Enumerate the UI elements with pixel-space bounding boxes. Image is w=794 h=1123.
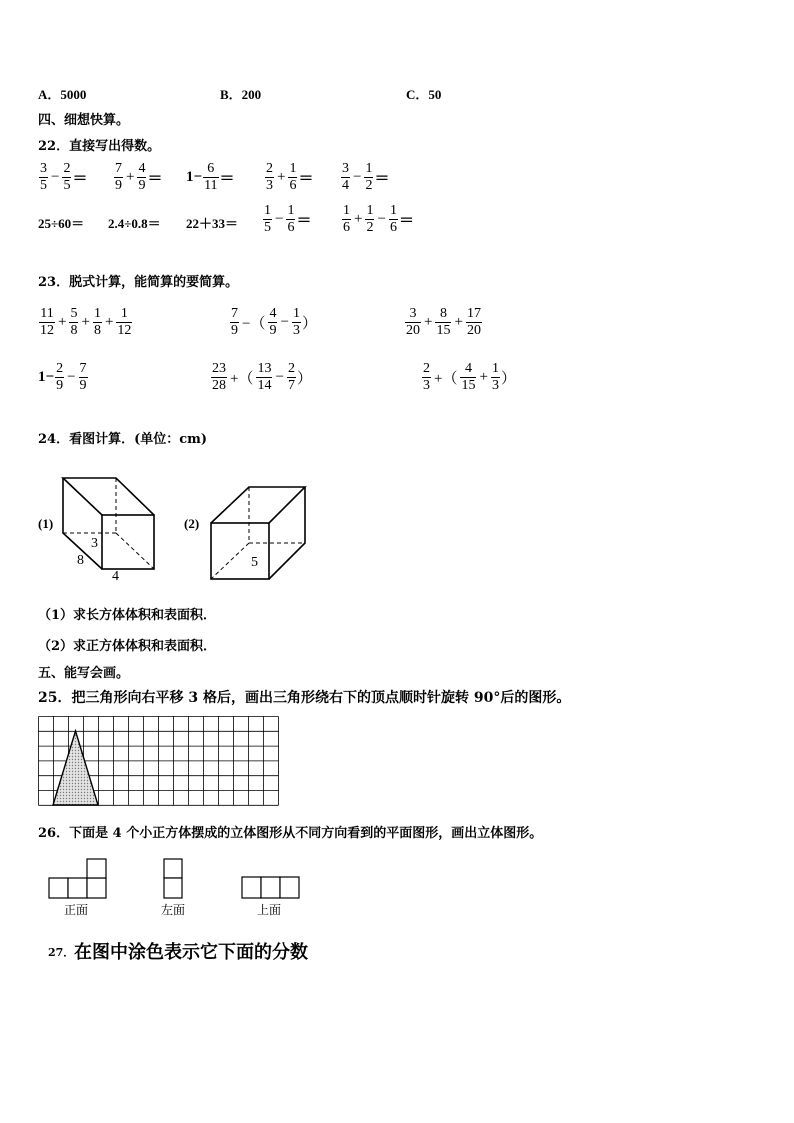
top-view-shape xyxy=(241,876,303,900)
cube-figure xyxy=(206,482,312,584)
q24-title: 24．看图计算．(单位：cm) xyxy=(38,432,208,447)
q27-title: 在图中涂色表示它下面的分数 xyxy=(74,942,308,963)
q22-expr-6: 25÷60＝ xyxy=(38,216,85,231)
option-b: B．200 xyxy=(220,87,262,102)
q25-triangle xyxy=(53,731,98,805)
q23-expr-1: $\frac{11}{12}$ + $\frac{5}{8}$ + $\frac{1}{8}$ + $\frac{1}{12}$ xyxy=(40,306,132,338)
q23-expr-3: $\frac{3}{20}$ + $\frac{8}{15}$ + $\frac{17}{20}$ xyxy=(406,306,481,338)
q24-sub1: （1）求长方体体积和表面积． xyxy=(38,608,217,623)
top-view-label: 上面 xyxy=(257,903,282,917)
q27-number: 27． xyxy=(48,946,75,959)
front-view-shape xyxy=(48,858,110,900)
q22-expr-5: $\frac{3}{4}$ − $\frac{1}{2}$ ＝ xyxy=(342,161,390,193)
fig1-label: (1) xyxy=(38,516,54,531)
q23-expr-5: $\frac{23}{28}$ +（ $\frac{13}{14}$ − $\frac{2}{7}$ ） xyxy=(212,361,312,393)
left-view-label: 左面 xyxy=(161,903,186,917)
q23-title: 23．脱式计算，能简算的要简算。 xyxy=(38,275,239,290)
cuboid-figure xyxy=(58,472,164,584)
option-a: A．5000 xyxy=(38,87,87,102)
cube-side-label: 5 xyxy=(251,555,258,570)
cube-top-edges xyxy=(211,487,305,523)
cuboid-length-label: 4 xyxy=(112,569,119,584)
section-5-title: 五、能写会画。 xyxy=(38,666,130,681)
q22-expr-10: $\frac{1}{6}$ + $\frac{1}{2}$ − $\frac{1}{6}$ ＝ xyxy=(343,203,414,235)
q25-title: 25．把三角形向右平移 3 格后，画出三角形绕右下的顶点顺时针旋转 90°后的图形。 xyxy=(38,690,571,706)
cuboid-front-face xyxy=(102,515,154,569)
q23-expr-4: 1− $\frac{2}{9}$ − $\frac{7}{9}$ xyxy=(38,361,87,393)
q23-expr-6: $\frac{2}{3}$ +（ $\frac{4}{15}$ + $\frac{1}{3}$ ） xyxy=(423,361,516,393)
q25-grid[interactable] xyxy=(38,716,280,808)
q22-expr-3: 1− $\frac{6}{11}$ ＝ xyxy=(186,161,235,193)
left-view-shape xyxy=(163,858,185,900)
q22-expr-7: 2.4÷0.8＝ xyxy=(108,216,161,231)
q24-sub2: （2）求正方体体积和表面积． xyxy=(38,639,217,654)
cuboid-top-edges xyxy=(63,478,154,515)
q22-expr-4: $\frac{2}{3}$ + $\frac{1}{6}$ ＝ xyxy=(266,161,314,193)
section-4-title: 四、细想快算。 xyxy=(38,113,130,128)
q22-expr-9: $\frac{1}{5}$ − $\frac{1}{6}$ ＝ xyxy=(264,203,312,235)
front-view-label: 正面 xyxy=(64,903,89,917)
cuboid-height-label: 3 xyxy=(91,536,98,551)
cuboid-width-label: 8 xyxy=(77,553,84,568)
q26-title: 26．下面是 4 个小正方体摆成的立体图形从不同方向看到的平面图形，画出立体图形。 xyxy=(38,826,543,841)
q22-expr-1: $\frac{3}{5}$ − $\frac{2}{5}$ ＝ xyxy=(40,161,88,193)
option-c: C．50 xyxy=(406,87,442,102)
q22-title: 22．直接写出得数。 xyxy=(38,139,161,154)
q23-expr-2: $\frac{7}{9}$ −（ $\frac{4}{9}$ − $\frac{1}{3}$ ） xyxy=(231,306,317,338)
q22-expr-8: 22＋33＝ xyxy=(186,216,239,231)
fig2-label: (2) xyxy=(184,516,200,531)
cube-right-edges xyxy=(269,487,305,579)
cube-front-face xyxy=(211,523,269,579)
q22-expr-2: $\frac{7}{9}$ + $\frac{4}{9}$ ＝ xyxy=(115,161,163,193)
